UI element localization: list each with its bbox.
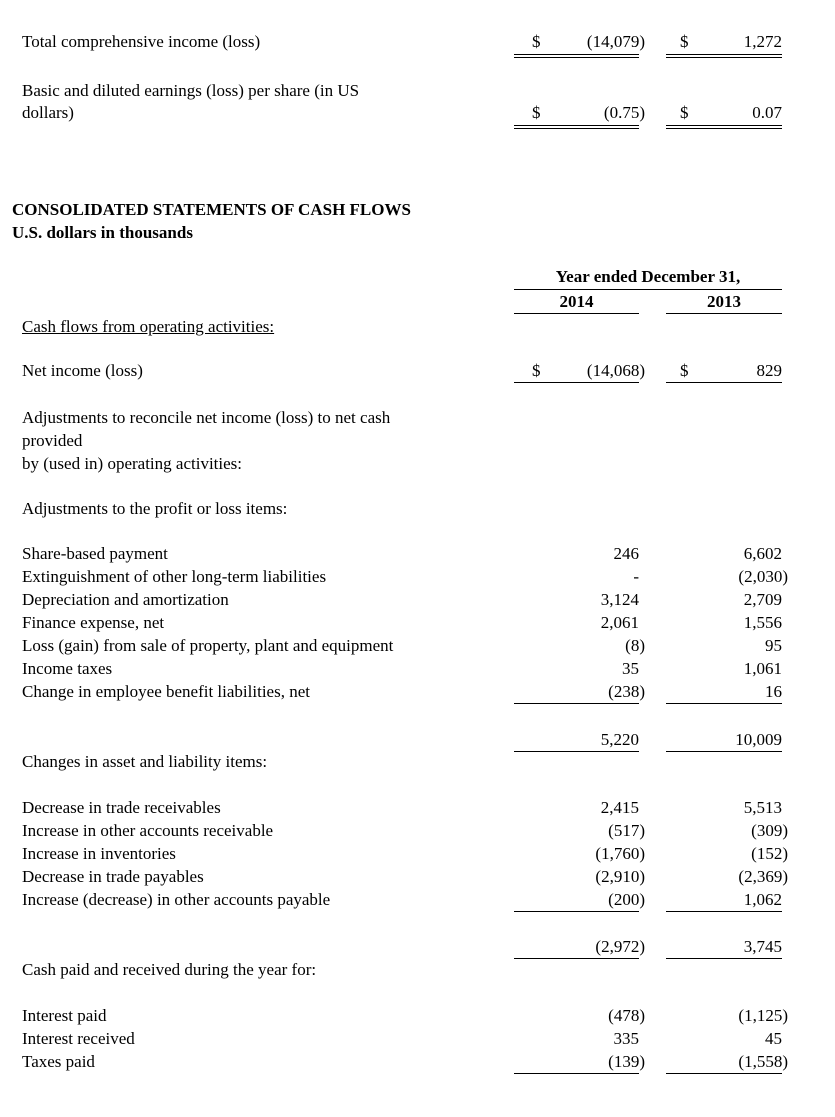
profit-loss-total-2013	[666, 728, 782, 751]
subtotal-rule	[666, 1073, 782, 1074]
cell-2014	[514, 611, 639, 634]
value-2013: (1,558)	[738, 1052, 788, 1071]
currency-symbol: $	[680, 32, 689, 51]
row-label: Decrease in trade receivables	[22, 798, 221, 817]
row-label: Extinguishment of other long-term liabilities	[22, 567, 327, 586]
row-label: Interest paid	[22, 1006, 107, 1025]
value-2013: 1,272	[743, 32, 782, 51]
row-label: Taxes paid	[22, 1052, 95, 1071]
cell-2014	[514, 865, 645, 888]
double-rule	[514, 54, 639, 58]
cell-2013	[666, 634, 782, 657]
cell-2013	[666, 842, 788, 865]
cell-2013	[666, 611, 782, 634]
row-label: Increase in inventories	[22, 844, 176, 863]
eps-label-line2: dollars)	[22, 103, 74, 122]
currency-symbol: $	[532, 103, 541, 122]
cell-2014	[514, 796, 639, 819]
value-2013: 829	[756, 361, 782, 380]
eps-label-line1: Basic and diluted earnings (loss) per share (in US	[22, 81, 360, 100]
subtotal-rule	[514, 703, 639, 704]
subtotal-rule	[666, 703, 782, 704]
row-label: Share-based payment	[22, 544, 168, 563]
cell-2014	[514, 542, 639, 565]
net-income-2013	[666, 359, 782, 382]
eps-2014	[514, 101, 645, 124]
row-label: Income taxes	[22, 659, 113, 678]
value-2014: 3,124	[600, 590, 639, 609]
value-2014: (1,760)	[595, 844, 645, 863]
total-rule	[514, 958, 639, 959]
asset-liability-heading: Changes in asset and liability items:	[22, 752, 268, 771]
value-2013: 16	[765, 682, 782, 701]
value-2014: (200)	[608, 890, 645, 909]
double-rule	[514, 125, 639, 129]
currency-symbol: $	[532, 361, 541, 380]
eps-2013	[666, 101, 782, 124]
value-2014: 2,415	[600, 798, 639, 817]
value-2013: 0.07	[752, 103, 782, 122]
row-label: Depreciation and amortization	[22, 590, 229, 609]
value-2013: 5,513	[743, 798, 782, 817]
cell-2013	[666, 1027, 782, 1050]
net-income-2014	[514, 359, 645, 382]
subtotal-rule	[514, 911, 639, 912]
row-label: Loss (gain) from sale of property, plant and equipment	[22, 636, 394, 655]
double-rule	[666, 125, 782, 129]
value-2014: 5,220	[600, 730, 639, 749]
operating-activities-heading: Cash flows from operating activities:	[22, 317, 275, 336]
value-2013: (309)	[751, 821, 788, 840]
value-2014: -	[633, 567, 639, 586]
cell-2013	[666, 565, 788, 588]
net-income-rule	[666, 382, 782, 383]
value-2013: 1,061	[743, 659, 782, 678]
value-2013: (2,369)	[738, 867, 788, 886]
total-comprehensive-2013	[666, 30, 782, 53]
profit-loss-total-2014	[514, 728, 639, 751]
value-2013: (1,125)	[738, 1006, 788, 1025]
value-2014: 2,061	[600, 613, 639, 632]
double-rule	[666, 54, 782, 58]
total-rule	[514, 751, 639, 752]
column-header-2013: 2013	[707, 292, 741, 311]
profit-loss-heading: Adjustments to the profit or loss items:	[22, 499, 288, 518]
adjustments-heading-line2: provided	[22, 431, 83, 450]
value-2014: 246	[613, 544, 639, 563]
statement-title: CONSOLIDATED STATEMENTS OF CASH FLOWS	[12, 200, 411, 219]
cell-2013	[666, 865, 788, 888]
header-rule	[514, 289, 782, 290]
value-2014: (478)	[608, 1006, 645, 1025]
cell-2013	[666, 680, 782, 703]
value-2013: 1,062	[743, 890, 782, 909]
cell-2013	[666, 588, 782, 611]
row-label: Increase (decrease) in other accounts payable	[22, 890, 331, 909]
cash-paid-heading: Cash paid and received during the year for:	[22, 960, 317, 979]
value-2013: 1,556	[743, 613, 782, 632]
value-2013: (2,030)	[738, 567, 788, 586]
subtotal-rule	[666, 911, 782, 912]
value-2014: (14,079)	[586, 32, 645, 51]
row-label: Interest received	[22, 1029, 135, 1048]
cell-2014	[514, 888, 645, 911]
total-rule	[666, 751, 782, 752]
period-header: Year ended December 31,	[555, 267, 741, 286]
row-label: Decrease in trade payables	[22, 867, 204, 886]
statement-subtitle: U.S. dollars in thousands	[12, 223, 193, 242]
value-2013: 6,602	[743, 544, 782, 563]
value-2013: 3,745	[743, 937, 782, 956]
cell-2014	[514, 819, 645, 842]
cell-2013	[666, 657, 782, 680]
net-income-rule	[514, 382, 639, 383]
value-2014: (8)	[625, 636, 645, 655]
subtotal-rule	[514, 1073, 639, 1074]
value-2014: (517)	[608, 821, 645, 840]
value-2014: (0.75)	[603, 103, 645, 122]
value-2014: 335	[613, 1029, 639, 1048]
currency-symbol: $	[680, 103, 689, 122]
cell-2013	[666, 819, 788, 842]
total-comprehensive-label: Total comprehensive income (loss)	[22, 32, 261, 51]
cell-2013	[666, 1050, 788, 1073]
column-header-rule	[666, 313, 782, 314]
value-2014: (238)	[608, 682, 645, 701]
total-comprehensive-2014	[514, 30, 645, 53]
value-2014: (2,972)	[595, 937, 645, 956]
cell-2014	[514, 634, 645, 657]
cell-2013	[666, 542, 782, 565]
value-2013: (152)	[751, 844, 788, 863]
cell-2014	[514, 588, 639, 611]
cell-2014	[514, 680, 645, 703]
row-label: Increase in other accounts receivable	[22, 821, 274, 840]
value-2013: 2,709	[743, 590, 782, 609]
column-header-rule	[514, 313, 639, 314]
currency-symbol: $	[532, 32, 541, 51]
cell-2013	[666, 888, 782, 911]
value-2014: 35	[622, 659, 639, 678]
cell-2014	[514, 565, 639, 588]
cell-2014	[514, 1004, 645, 1027]
total-rule	[666, 958, 782, 959]
cell-2014	[514, 1027, 639, 1050]
adjustments-heading-line3: by (used in) operating activities:	[22, 454, 242, 473]
value-2014: (2,910)	[595, 867, 645, 886]
asset-liability-total-2013	[666, 935, 782, 958]
value-2014: (14,068)	[586, 361, 645, 380]
value-2014: (139)	[608, 1052, 645, 1071]
cell-2014	[514, 1050, 645, 1073]
cell-2013	[666, 796, 782, 819]
adjustments-heading-line1: Adjustments to reconcile net income (loss) to net cash	[22, 408, 391, 427]
currency-symbol: $	[680, 361, 689, 380]
value-2013: 45	[765, 1029, 782, 1048]
row-label: Change in employee benefit liabilities, net	[22, 682, 310, 701]
cell-2014	[514, 842, 645, 865]
column-header-2014: 2014	[559, 292, 594, 311]
row-label: Finance expense, net	[22, 613, 165, 632]
net-income-label: Net income (loss)	[22, 361, 143, 380]
cell-2014	[514, 657, 639, 680]
cell-2013	[666, 1004, 788, 1027]
asset-liability-total-2014	[514, 935, 645, 958]
value-2013: 95	[765, 636, 782, 655]
value-2013: 10,009	[735, 730, 782, 749]
